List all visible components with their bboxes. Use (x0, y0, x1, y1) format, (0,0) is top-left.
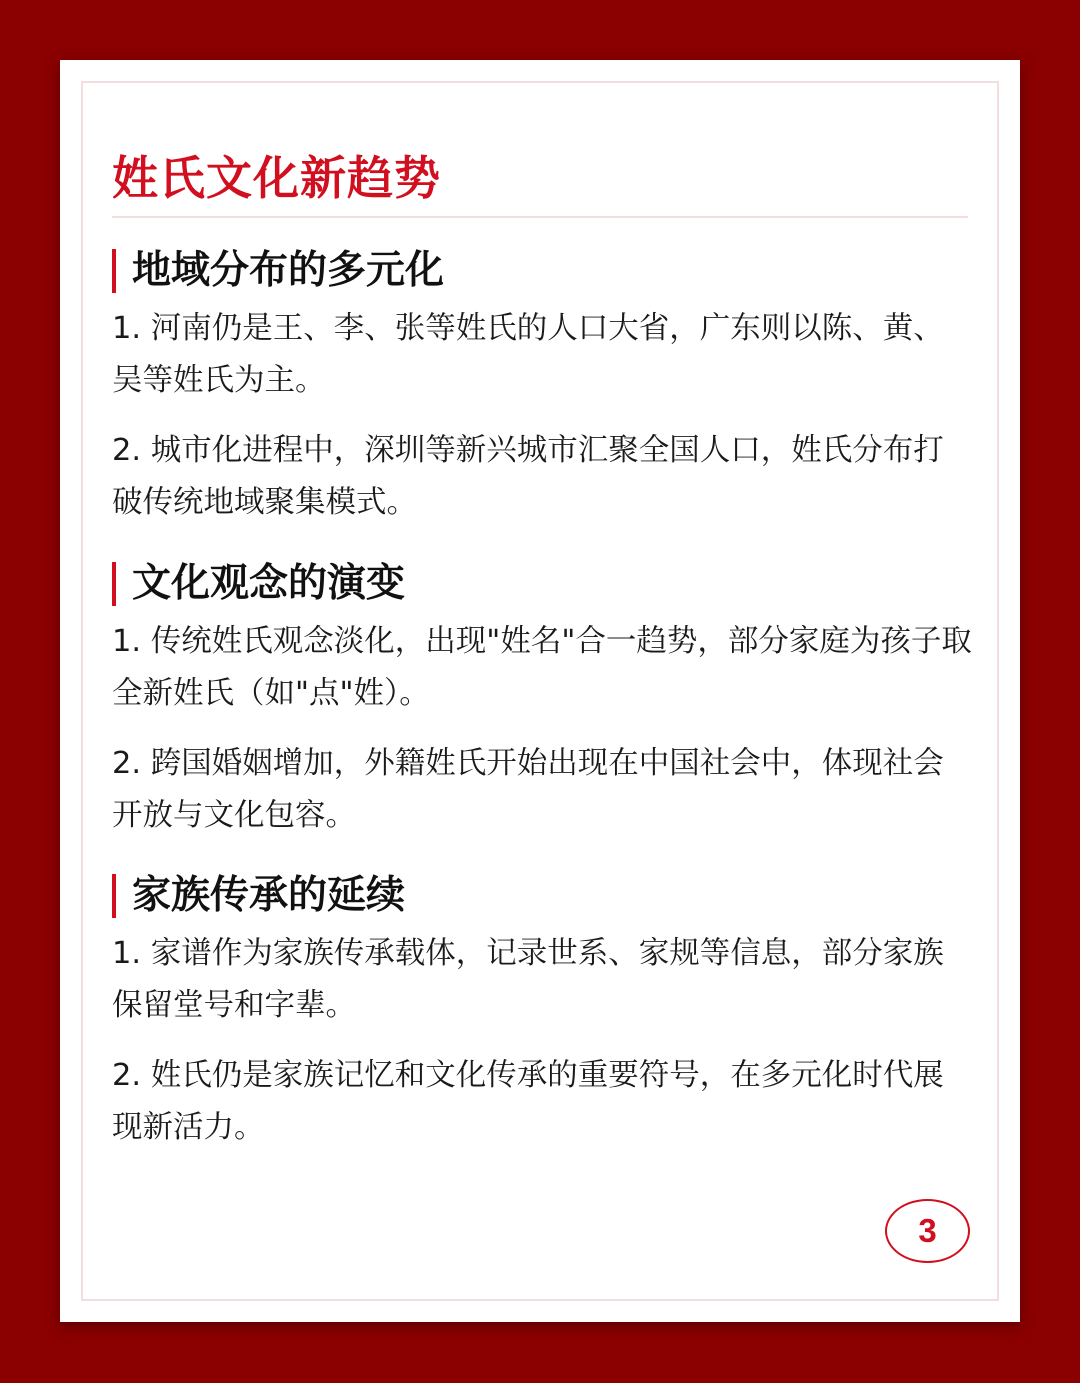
title-divider (112, 216, 968, 218)
section-heading (112, 556, 972, 612)
section-accent-bar (112, 874, 116, 918)
section-cultural-change (112, 556, 972, 842)
section-regional-distribution (112, 243, 972, 529)
content-card (60, 60, 1020, 1322)
section-title: 家族传承的延续 (132, 873, 406, 918)
section-paragraph: 1. 河南仍是王、李、张等姓氏的人口大省，广东则以陈、黄、吴等姓氏为主。 (112, 311, 944, 398)
section-accent-bar (112, 562, 116, 606)
section-accent-bar (112, 249, 116, 293)
section-paragraph: 2. 姓氏仍是家族记忆和文化传承的重要符号，在多元化时代展现新活力。 (112, 1058, 944, 1145)
section-heading (112, 243, 972, 299)
section-heading (112, 868, 972, 924)
section-title: 文化观念的演变 (132, 561, 406, 606)
section-paragraph: 1. 家谱作为家族传承载体，记录世系、家规等信息，部分家族保留堂号和字辈。 (112, 936, 944, 1023)
page-number-badge: 3 (885, 1199, 970, 1263)
section-family-heritage (112, 868, 972, 1154)
page-title: 姓氏文化新趋势 (112, 151, 441, 205)
section-paragraph: 2. 城市化进程中，深圳等新兴城市汇聚全国人口，姓氏分布打破传统地域聚集模式。 (112, 433, 944, 520)
section-paragraph: 2. 跨国婚姻增加，外籍姓氏开始出现在中国社会中，体现社会开放与文化包容。 (112, 746, 944, 833)
section-paragraph: 1. 传统姓氏观念淡化，出现"姓名"合一趋势，部分家庭为孩子取全新姓氏（如"点"姓）。 (112, 624, 972, 711)
section-title: 地域分布的多元化 (132, 248, 445, 293)
